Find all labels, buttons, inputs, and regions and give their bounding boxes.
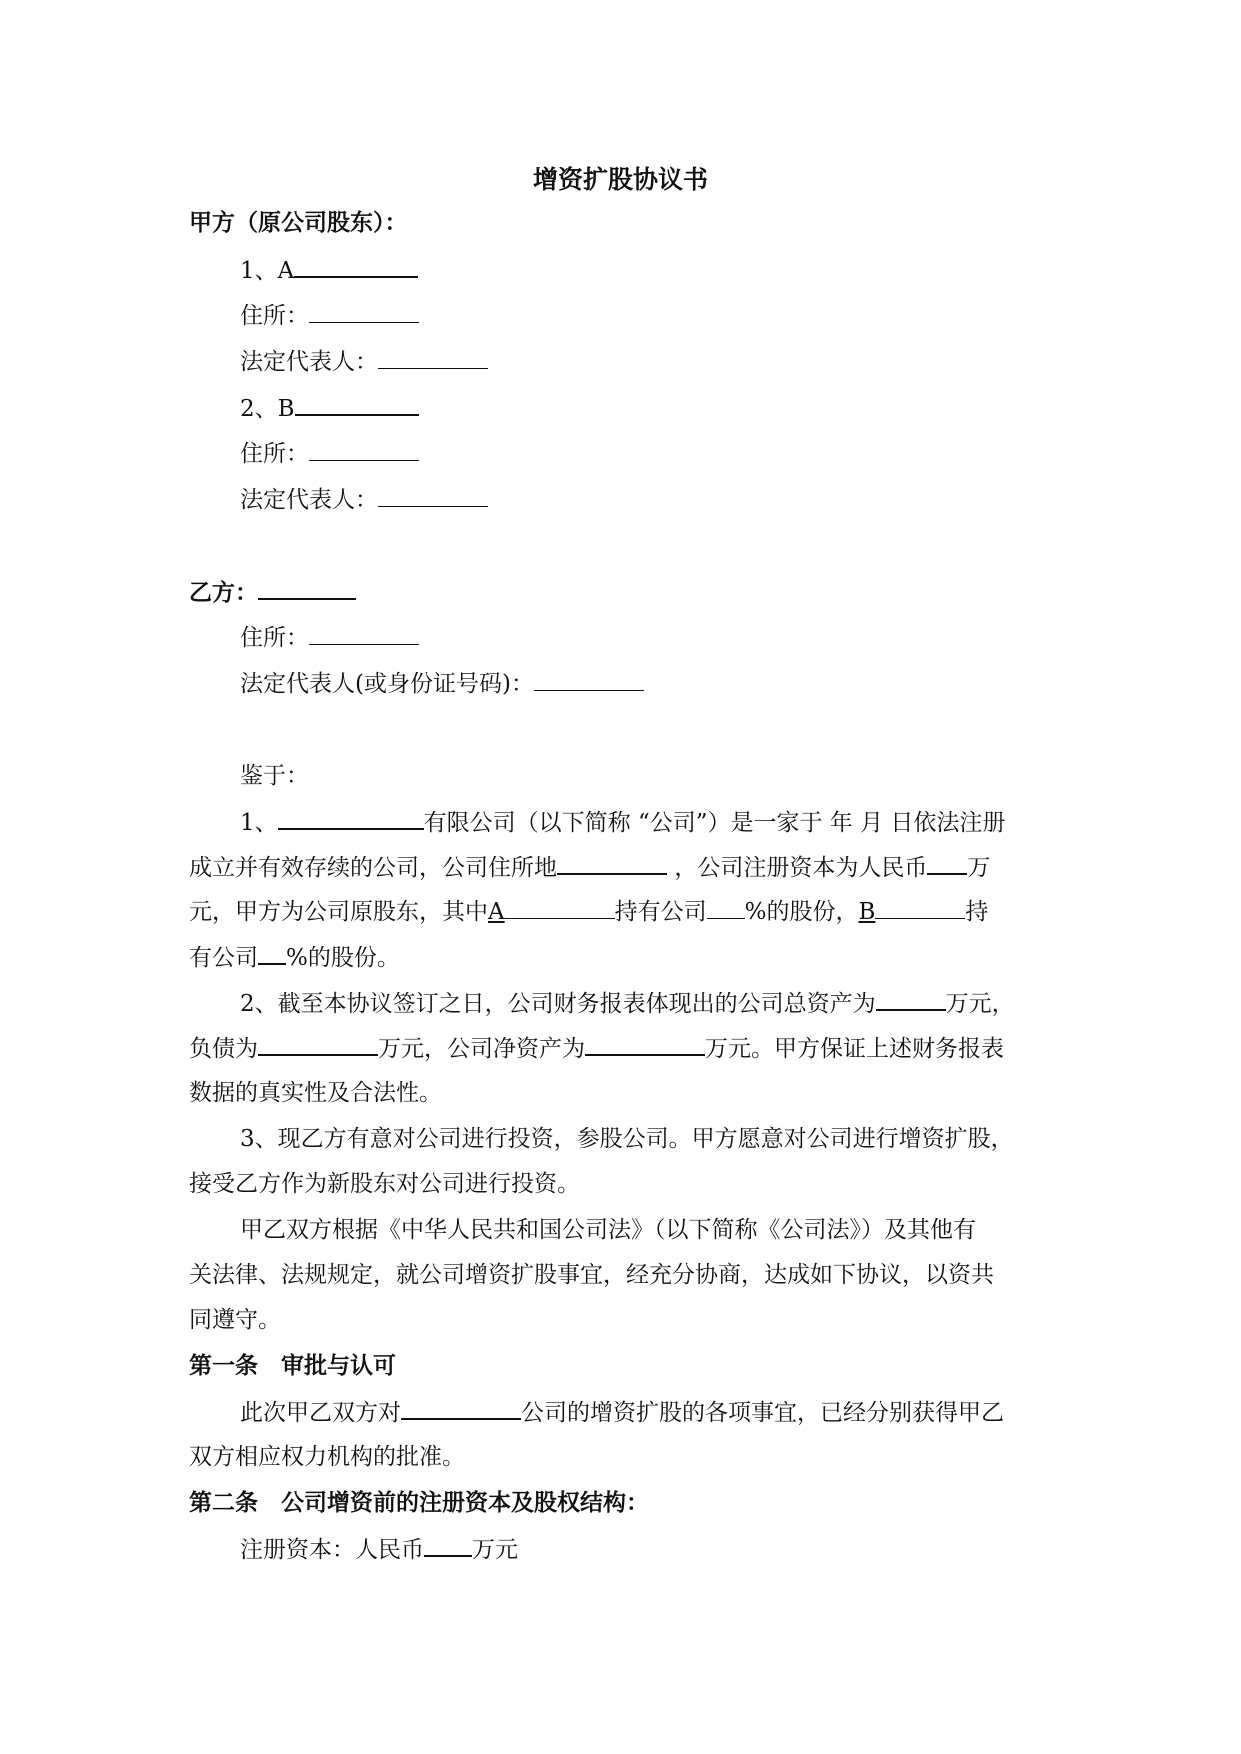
registered-capital-amount-blank[interactable] — [424, 1533, 472, 1557]
recital-1-text: 持 — [965, 899, 989, 925]
recital-3-line-2: 接受乙方作为新股东对公司进行投资。 — [189, 1171, 580, 1197]
shareholder-a-line — [240, 254, 418, 287]
shareholder-a-ref-blank[interactable] — [505, 896, 615, 919]
shareholder-a-percent-blank[interactable] — [707, 896, 745, 919]
preamble-line-2: 关法律、法规规定，就公司增资扩股事宜，经充分协商，达成如下协议，以资共 — [189, 1262, 994, 1288]
net-assets-blank[interactable] — [585, 1032, 705, 1056]
party-b-legal-rep-label: 法定代表人(或身份证号码)： — [240, 671, 534, 697]
article-1-line-1 — [240, 1396, 1004, 1429]
shareholder-b-ref-blank[interactable] — [875, 896, 965, 919]
party-a-heading: 甲方（原公司股东）： — [189, 210, 408, 236]
address-label: 住所： — [240, 441, 309, 467]
preamble-line-3: 同遵守。 — [189, 1307, 281, 1333]
recital-1-text: 有限公司（以下简称 “公司”）是一家于 年 月 日依法注册 — [423, 810, 1006, 836]
recital-2-text: 2、截至本协议签订之日，公司财务报表体现出的公司总资产为 — [240, 991, 876, 1017]
legal-rep-blank[interactable] — [534, 668, 644, 691]
legal-rep-label: 法定代表人： — [240, 349, 378, 375]
recital-1-text: ，公司注册资本为人民币 — [674, 855, 928, 881]
document-title: 增资扩股协议书 — [532, 165, 708, 194]
article-1-text: 此次甲乙双方对 — [240, 1400, 401, 1426]
party-b-heading: 乙方： — [189, 580, 258, 606]
recital-2-text: 万元，公司净资产为 — [378, 1036, 585, 1062]
whereas-label: 鉴于： — [240, 763, 309, 789]
total-assets-blank[interactable] — [876, 987, 946, 1011]
legal-rep-blank[interactable] — [378, 346, 488, 369]
shareholder-b-rep-line — [240, 484, 488, 516]
address-blank[interactable] — [309, 622, 419, 645]
recital-1-line-4 — [189, 941, 400, 974]
article-1-heading: 第一条 审批与认可 — [189, 1353, 396, 1379]
registered-capital-label: 注册资本：人民币 — [240, 1537, 424, 1563]
recital-1-text: 有公司 — [189, 945, 258, 971]
shareholder-b-address-line — [240, 438, 419, 470]
shareholder-b-ref: B — [858, 899, 876, 925]
shareholder-a-rep-line — [240, 346, 488, 378]
shareholder-b-line — [240, 392, 419, 425]
legal-rep-label: 法定代表人： — [240, 487, 378, 513]
article-1-text: 公司的增资扩股的各项事宜，已经分别获得甲乙 — [521, 1400, 1004, 1426]
party-b-rep-line — [240, 668, 644, 700]
recital-2-text: 负债为 — [189, 1036, 258, 1062]
company-name-blank[interactable] — [278, 806, 424, 830]
article-1-line-2: 双方相应权力机构的批准。 — [189, 1444, 465, 1470]
recital-1-text: %的股份。 — [286, 945, 400, 971]
recital-1-line-1 — [240, 806, 1005, 839]
address-label: 住所： — [240, 303, 309, 329]
party-b-line — [189, 576, 356, 609]
recital-1-text: 万 — [967, 855, 991, 881]
company-address-blank[interactable] — [557, 851, 667, 875]
recital-1-number: 1、 — [240, 810, 278, 836]
preamble-line-1: 甲乙双方根据《中华人民共和国公司法》（以下简称《公司法》）及其他有 — [240, 1217, 976, 1243]
recital-1-line-3 — [189, 896, 988, 928]
shareholder-a-blank[interactable] — [294, 254, 418, 278]
recital-1-text: %的股份， — [744, 899, 859, 925]
liabilities-blank[interactable] — [258, 1032, 378, 1056]
recital-2-line-3: 数据的真实性及合法性。 — [189, 1080, 442, 1106]
recital-1-text: 持有公司 — [614, 899, 707, 925]
shareholder-b-percent-blank[interactable] — [258, 941, 286, 965]
shareholder-b-blank[interactable] — [295, 392, 419, 416]
shareholder-a-label: 1、A — [240, 258, 295, 284]
recital-2-text: 万元。甲方保证上述财务报表 — [705, 1036, 1004, 1062]
address-label: 住所： — [240, 625, 309, 651]
registered-capital-unit: 万元 — [472, 1537, 518, 1563]
article-1-company-blank[interactable] — [401, 1396, 521, 1420]
shareholder-a-ref: A — [488, 899, 505, 925]
recital-1-text: 成立并有效存续的公司，公司住所地 — [189, 855, 557, 881]
address-blank[interactable] — [309, 300, 419, 323]
recital-2-line-1 — [240, 987, 1015, 1020]
article-2-heading: 第二条 公司增资前的注册资本及股权结构： — [189, 1490, 649, 1516]
registered-capital-line — [240, 1533, 518, 1566]
address-blank[interactable] — [309, 438, 419, 461]
registered-capital-blank[interactable] — [927, 851, 967, 875]
party-b-blank[interactable] — [258, 576, 356, 600]
party-b-address-line — [240, 622, 419, 654]
recital-3-line-1: 3、现乙方有意对公司进行投资，参股公司。甲方愿意对公司进行增资扩股， — [240, 1126, 1014, 1152]
legal-rep-blank[interactable] — [378, 484, 488, 507]
recital-2-text: 万元， — [945, 991, 1015, 1017]
recital-1-line-2 — [189, 851, 990, 884]
shareholder-b-label: 2、B — [240, 396, 295, 422]
recital-1-text: 元，甲方为公司原股东，其中 — [189, 899, 488, 925]
recital-2-line-2 — [189, 1032, 1004, 1065]
shareholder-a-address-line — [240, 300, 419, 332]
